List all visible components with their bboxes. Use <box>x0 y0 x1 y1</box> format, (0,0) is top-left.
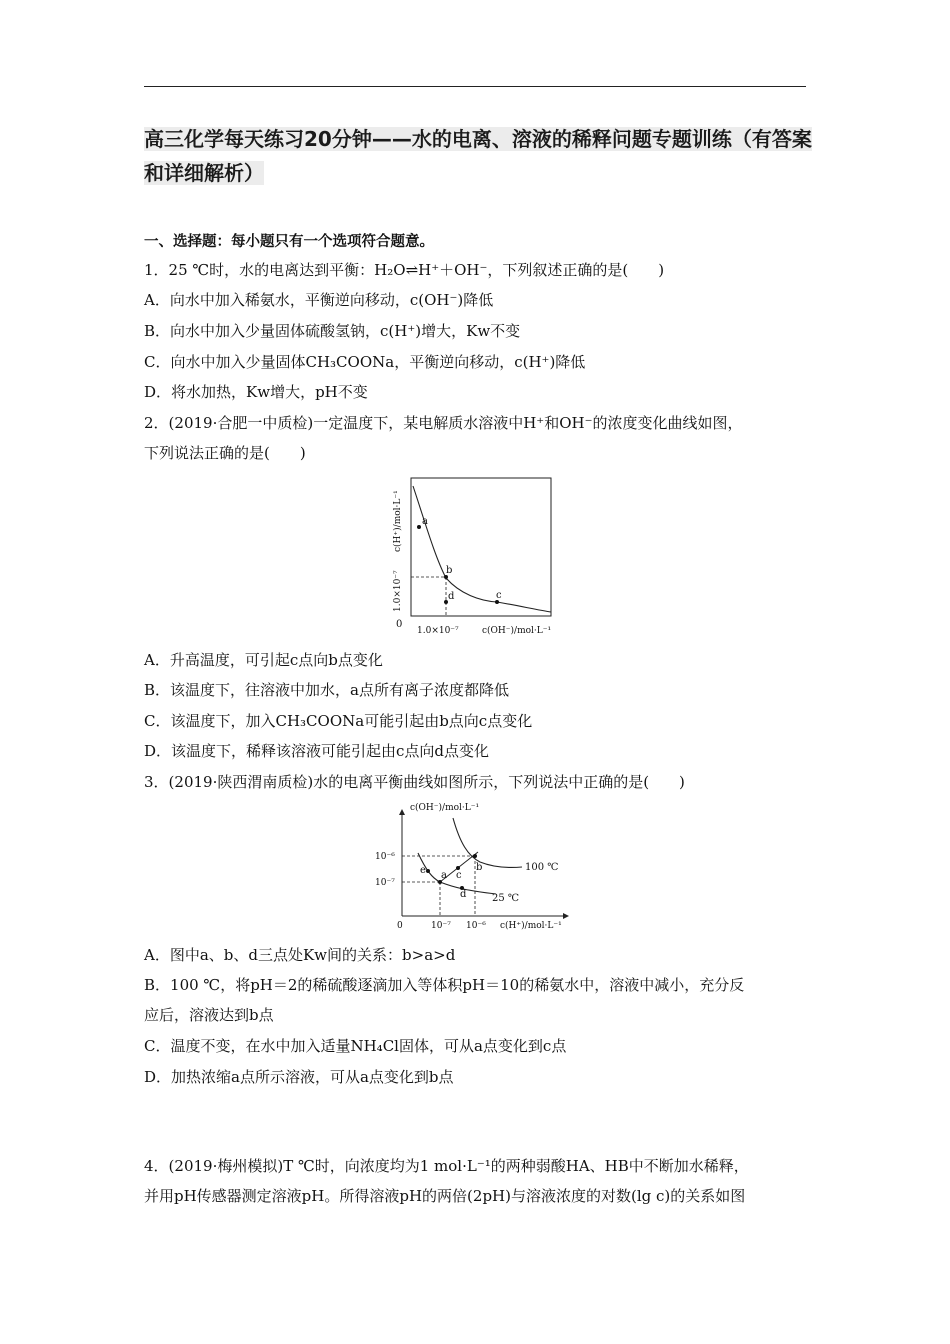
q3-figure <box>370 798 580 938</box>
section-heading: 一、选择题：每小题只有一个选项符合题意。 <box>144 234 434 250</box>
q4-stem-line1: 4．(2019·梅州模拟)T ℃时，向浓度均为1 mol·L⁻¹的两种弱酸HA、HB中不断加水稀释， <box>144 1157 749 1175</box>
q1-option-c: C．向水中加入少量固体CH₃COONa，平衡逆向移动，c(H⁺)降低 <box>144 353 586 371</box>
q3-ytick-lo: 10⁻⁷ <box>375 878 395 888</box>
q3-stem: 3．(2019·陕西渭南质检)水的电离平衡曲线如图所示，下列说法中正确的是( ) <box>144 773 685 791</box>
q2-ytick: 1.0×10⁻⁷ <box>393 570 403 612</box>
q2-stem-line1: 2．(2019·合肥一中质检)一定温度下，某电解质水溶液中H⁺和OH⁻的浓度变化曲线如图， <box>144 414 743 432</box>
q3-xtick-hi: 10⁻⁶ <box>466 921 486 931</box>
q3-option-b-line1: B．100 ℃，将pH＝2的稀硫酸逐滴加入等体积pH＝10的稀氨水中，溶液中减小，充分反 <box>144 976 745 994</box>
q3-curve-100c: 100 ℃ <box>525 862 559 873</box>
q3-label-c: c <box>456 870 462 881</box>
q3-option-b-line2: 应后，溶液达到b点 <box>144 1006 274 1024</box>
q3-label-d: d <box>460 889 467 900</box>
q2-option-c: C．该温度下，加入CH₃COONa可能引起由b点向c点变化 <box>144 712 533 730</box>
q3-label-e: e <box>420 865 426 876</box>
q2-label-b: b <box>446 565 453 576</box>
q1-option-a: A．向水中加入稀氨水，平衡逆向移动，c(OH⁻)降低 <box>144 291 494 309</box>
q1-option-d: D．将水加热，Kw增大，pH不变 <box>144 383 368 401</box>
q2-label-a: a <box>422 516 428 527</box>
q2-stem-line2: 下列说法正确的是( ) <box>144 444 306 462</box>
q2-point-a <box>417 525 421 529</box>
q2-option-a: A．升高温度，可引起c点向b点变化 <box>144 651 383 669</box>
header-rule <box>144 86 806 87</box>
q3-label-b: b <box>476 862 483 873</box>
q2-label-c: c <box>496 590 502 601</box>
q2-label-d: d <box>448 591 455 602</box>
q4-stem-line2: 并用pH传感器测定溶液pH。所得溶液pH的两倍(2pH)与溶液浓度的对数(lg c)的关系如图 <box>144 1187 746 1205</box>
q3-label-a: a <box>441 870 447 881</box>
q3-option-a: A．图中a、b、d三点处Kw间的关系：b>a>d <box>144 946 456 964</box>
q2-option-d: D．该温度下，稀释该溶液可能引起由c点向d点变化 <box>144 742 490 760</box>
q2-figure <box>380 472 580 644</box>
q3-ylabel: c(OH⁻)/mol·L⁻¹ <box>410 803 480 813</box>
q2-xlabel: c(OH⁻)/mol·L⁻¹ <box>482 626 552 636</box>
q2-origin: 0 <box>396 619 403 630</box>
q3-option-d: D．加热浓缩a点所示溶液，可从a点变化到b点 <box>144 1068 454 1086</box>
q2-ylabel: c(H⁺)/mol·L⁻¹ <box>393 490 403 552</box>
q3-origin: 0 <box>397 921 403 931</box>
q1-stem: 1．25 ℃时，水的电离达到平衡：H₂O⇌H⁺＋OH⁻，下列叙述正确的是( ) <box>144 261 665 279</box>
q3-option-c: C．温度不变，在水中加入适量NH₄Cl固体，可从a点变化到c点 <box>144 1037 567 1055</box>
page-title: 高三化学每天练习20分钟——水的电离、溶液的稀释问题专题训练（有答案和详细解析） <box>144 127 812 185</box>
q2-option-b: B．该温度下，往溶液中加水，a点所有离子浓度都降低 <box>144 681 509 699</box>
q3-point-e <box>426 869 430 873</box>
q3-curve-25c: 25 ℃ <box>492 893 520 904</box>
q3-ytick-hi: 10⁻⁶ <box>375 852 395 862</box>
q2-xtick: 1.0×10⁻⁷ <box>417 626 459 636</box>
q3-xtick-lo: 10⁻⁷ <box>431 921 451 931</box>
q3-xlabel: c(H⁺)/mol·L⁻¹ <box>500 921 562 931</box>
q1-option-b: B．向水中加入少量固体硫酸氢钠，c(H⁺)增大，Kw不变 <box>144 322 521 340</box>
q3-point-b <box>473 854 477 858</box>
